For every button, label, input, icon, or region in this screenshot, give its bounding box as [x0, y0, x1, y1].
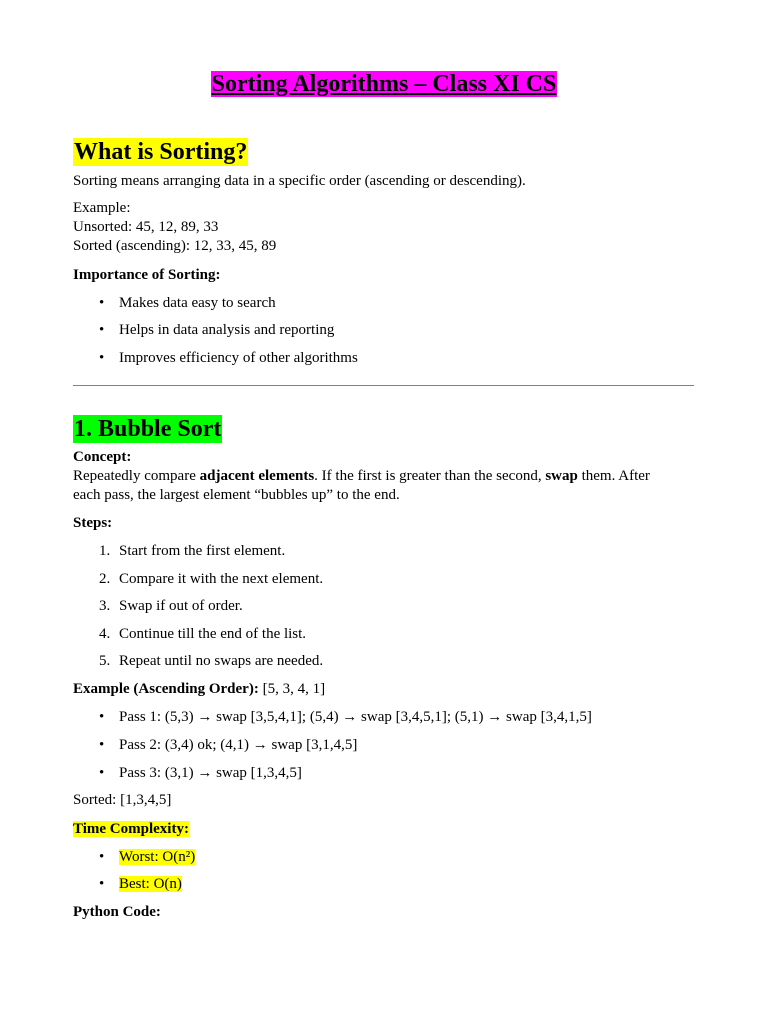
example-label: Example:: [73, 200, 131, 216]
bullet-icon: •: [99, 737, 105, 753]
document-title: [0, 70, 768, 98]
importance-item: Improves efficiency of other algorithms: [119, 350, 358, 366]
concept-line-1: [73, 467, 650, 486]
importance-item: Helps in data analysis and reporting: [119, 322, 335, 338]
step-text: Start from the first element.: [119, 543, 286, 559]
step-number: 1.: [99, 543, 111, 559]
steps-label: Steps:: [73, 515, 113, 531]
step-number: 4.: [99, 626, 111, 642]
example-label: Example (Ascending Order):: [73, 681, 259, 697]
concept-line-2: each pass, the largest element “bubbles up” to the end.: [73, 487, 400, 503]
concept-text: them. After: [577, 468, 650, 484]
bullet-icon: •: [99, 876, 105, 892]
bullet-icon: •: [99, 350, 105, 366]
complexity-item-text: Worst: O(n²): [119, 849, 196, 865]
example-input: [5, 3, 4, 1]: [258, 681, 326, 697]
complexity-label: [73, 820, 189, 839]
bullet-icon: •: [99, 709, 105, 725]
step-number: 2.: [99, 571, 111, 587]
importance-label: Importance of Sorting:: [73, 267, 221, 283]
complexity-label-text: Time Complexity:: [73, 821, 189, 837]
concept-label: Concept:: [73, 449, 132, 465]
concept-text: . If the first is greater than the second,: [314, 468, 546, 484]
pass-item: Pass 2: (3,4) ok; (4,1) → swap [3,1,4,5]: [119, 737, 358, 753]
complexity-item: [119, 848, 195, 867]
bullet-icon: •: [99, 295, 105, 311]
step-text: Swap if out of order.: [119, 598, 243, 614]
sorted-result: Sorted: [1,3,4,5]: [73, 792, 172, 808]
importance-item: Makes data easy to search: [119, 295, 276, 311]
sorting-definition: Sorting means arranging data in a specific order (ascending or descending).: [73, 173, 526, 189]
example-sorted: Sorted (ascending): 12, 33, 45, 89: [73, 238, 277, 254]
pass-item: Pass 3: (3,1) → swap [1,3,4,5]: [119, 765, 302, 781]
bullet-icon: •: [99, 322, 105, 338]
step-number: 3.: [99, 598, 111, 614]
bullet-icon: •: [99, 849, 105, 865]
concept-emphasis: swap: [545, 468, 578, 484]
complexity-item: [119, 875, 182, 894]
complexity-item-text: Best: O(n): [119, 876, 182, 892]
bullet-icon: •: [99, 765, 105, 781]
concept-text: Repeatedly compare: [73, 468, 200, 484]
heading-bubble-sort: 1. Bubble Sort: [74, 416, 222, 442]
horizontal-divider: [73, 385, 694, 386]
step-text: Repeat until no swaps are needed.: [119, 653, 324, 669]
code-label: Python Code:: [73, 904, 161, 920]
pass-item: Pass 1: (5,3) → swap [3,5,4,1]; (5,4) → swap [3,4,5,1]; (5,1) → swap [3,4,1,5]: [119, 709, 592, 725]
concept-emphasis: adjacent elements: [199, 468, 315, 484]
example-unsorted: Unsorted: 45, 12, 89, 33: [73, 219, 219, 235]
step-text: Compare it with the next element.: [119, 571, 324, 587]
document-title-text: Sorting Algorithms – Class XI CS: [211, 71, 557, 97]
step-text: Continue till the end of the list.: [119, 626, 307, 642]
step-number: 5.: [99, 653, 111, 669]
heading-what-is-sorting: What is Sorting?: [74, 139, 248, 165]
example-line: [73, 680, 325, 699]
